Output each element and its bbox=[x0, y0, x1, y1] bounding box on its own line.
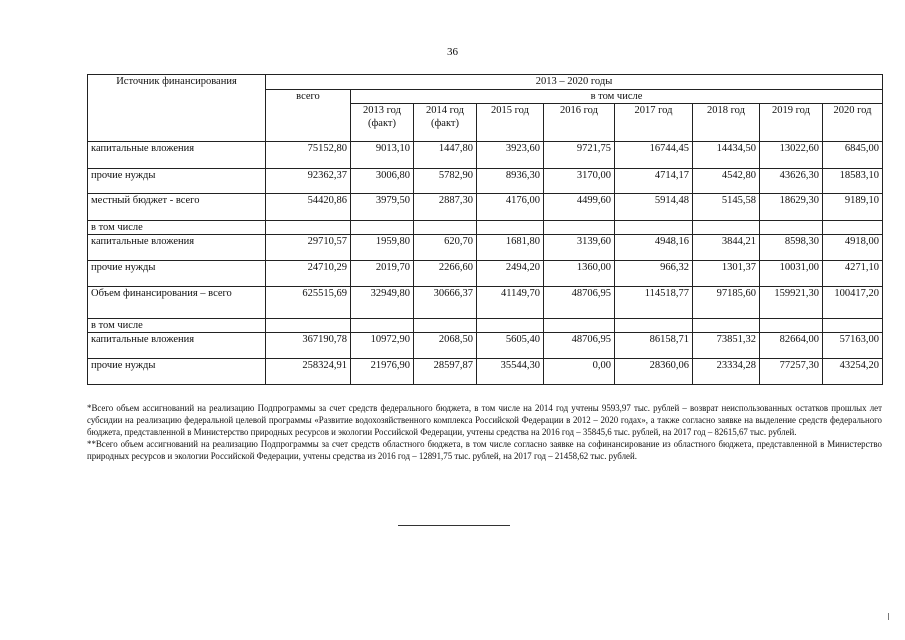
cell-year-value: 2068,50 bbox=[414, 333, 477, 359]
cell-year-value: 9013,10 bbox=[351, 142, 414, 169]
cell-year-value: 3923,60 bbox=[477, 142, 544, 169]
cell-year-value: 5914,48 bbox=[615, 194, 693, 221]
cell-year-value: 32949,80 bbox=[351, 287, 414, 319]
cell-year-value: 82664,00 bbox=[760, 333, 823, 359]
row-label: в том числе bbox=[88, 319, 266, 333]
cell-year-value: 10972,90 bbox=[351, 333, 414, 359]
row-label: капитальные вложения bbox=[88, 142, 266, 169]
header-period: 2013 – 2020 годы bbox=[266, 75, 883, 90]
table-body bbox=[88, 75, 883, 385]
cell-year-value bbox=[823, 221, 883, 235]
cell-year-value: 4918,00 bbox=[823, 235, 883, 261]
cell-year-value: 3170,00 bbox=[544, 169, 615, 194]
header-year: 2019 год bbox=[760, 104, 823, 142]
cell-total: 54420,86 bbox=[266, 194, 351, 221]
table-section-row bbox=[88, 221, 883, 235]
cell-total bbox=[266, 319, 351, 333]
cell-year-value bbox=[414, 221, 477, 235]
cell-year-value: 3139,60 bbox=[544, 235, 615, 261]
cell-year-value: 18629,30 bbox=[760, 194, 823, 221]
header-year: 2017 год bbox=[615, 104, 693, 142]
row-label: прочие нужды bbox=[88, 359, 266, 385]
cell-year-value bbox=[693, 221, 760, 235]
cell-year-value: 28360,06 bbox=[615, 359, 693, 385]
cell-year-value: 43626,30 bbox=[760, 169, 823, 194]
cell-year-value: 100417,20 bbox=[823, 287, 883, 319]
cell-year-value: 48706,95 bbox=[544, 333, 615, 359]
cell-year-value: 43254,20 bbox=[823, 359, 883, 385]
cell-year-value bbox=[544, 319, 615, 333]
cell-year-value: 35544,30 bbox=[477, 359, 544, 385]
cell-year-value: 4176,00 bbox=[477, 194, 544, 221]
header-total: всего bbox=[266, 90, 351, 142]
cell-total: 258324,91 bbox=[266, 359, 351, 385]
table-row bbox=[88, 194, 883, 221]
cell-year-value: 1360,00 bbox=[544, 261, 615, 287]
header-year: 2015 год bbox=[477, 104, 544, 142]
cell-year-value: 23334,28 bbox=[693, 359, 760, 385]
cell-year-value bbox=[477, 319, 544, 333]
table-row bbox=[88, 235, 883, 261]
cell-year-value: 13022,60 bbox=[760, 142, 823, 169]
cell-year-value: 620,70 bbox=[414, 235, 477, 261]
header-including: в том числе bbox=[351, 90, 883, 104]
cell-year-value: 159921,30 bbox=[760, 287, 823, 319]
row-label: в том числе bbox=[88, 221, 266, 235]
cell-year-value: 0,00 bbox=[544, 359, 615, 385]
table-row bbox=[88, 333, 883, 359]
cell-year-value: 9721,75 bbox=[544, 142, 615, 169]
cell-year-value bbox=[760, 319, 823, 333]
cell-year-value: 8598,30 bbox=[760, 235, 823, 261]
cell-year-value: 10031,00 bbox=[760, 261, 823, 287]
header-year: 2014 год (факт) bbox=[414, 104, 477, 142]
cell-year-value: 966,32 bbox=[615, 261, 693, 287]
cell-year-value: 3844,21 bbox=[693, 235, 760, 261]
header-year: 2018 год bbox=[693, 104, 760, 142]
cell-year-value bbox=[414, 319, 477, 333]
cell-year-value bbox=[351, 221, 414, 235]
cell-year-value: 2266,60 bbox=[414, 261, 477, 287]
cell-year-value bbox=[760, 221, 823, 235]
cell-year-value: 8936,30 bbox=[477, 169, 544, 194]
cell-year-value: 2019,70 bbox=[351, 261, 414, 287]
row-label: капитальные вложения bbox=[88, 235, 266, 261]
footnote-regional: **Всего объем ассигнований на реализацию Подпрограммы за счет средств областного бюджета, в том числе согласно заявке на софинансирование из областного бюджета, представленной в Министерство природных ресурсов и экологии Российской Федерации, учтены средства из 2016 год – 12891,75 тыс. рублей, на 2017 год – 21458,62 тыс. рублей. bbox=[87, 439, 882, 461]
cell-year-value bbox=[615, 221, 693, 235]
cell-year-value: 18583,10 bbox=[823, 169, 883, 194]
cell-year-value bbox=[477, 221, 544, 235]
cell-year-value: 1301,37 bbox=[693, 261, 760, 287]
cell-year-value bbox=[823, 319, 883, 333]
cell-year-value: 30666,37 bbox=[414, 287, 477, 319]
cell-year-value: 4714,17 bbox=[615, 169, 693, 194]
cell-total: 367190,78 bbox=[266, 333, 351, 359]
cell-year-value: 16744,45 bbox=[615, 142, 693, 169]
row-label: капитальные вложения bbox=[88, 333, 266, 359]
cell-year-value: 3006,80 bbox=[351, 169, 414, 194]
cell-year-value: 86158,71 bbox=[615, 333, 693, 359]
margin-mark bbox=[888, 613, 889, 620]
header-source: Источник финансирования bbox=[88, 75, 266, 142]
cell-year-value: 48706,95 bbox=[544, 287, 615, 319]
header-year: 2020 год bbox=[823, 104, 883, 142]
cell-total: 24710,29 bbox=[266, 261, 351, 287]
cell-year-value: 4499,60 bbox=[544, 194, 615, 221]
cell-year-value: 4948,16 bbox=[615, 235, 693, 261]
cell-year-value: 9189,10 bbox=[823, 194, 883, 221]
cell-total: 92362,37 bbox=[266, 169, 351, 194]
cell-year-value: 73851,32 bbox=[693, 333, 760, 359]
table-row bbox=[88, 169, 883, 194]
cell-year-value: 1681,80 bbox=[477, 235, 544, 261]
table-row bbox=[88, 261, 883, 287]
footnotes bbox=[87, 402, 882, 462]
cell-total bbox=[266, 221, 351, 235]
cell-year-value: 114518,77 bbox=[615, 287, 693, 319]
cell-year-value: 3979,50 bbox=[351, 194, 414, 221]
cell-year-value: 77257,30 bbox=[760, 359, 823, 385]
cell-year-value: 21976,90 bbox=[351, 359, 414, 385]
bottom-rule bbox=[398, 525, 510, 526]
page-number: 36 bbox=[447, 46, 458, 58]
cell-year-value: 1959,80 bbox=[351, 235, 414, 261]
cell-total: 625515,69 bbox=[266, 287, 351, 319]
financing-table bbox=[87, 74, 883, 385]
cell-year-value: 6845,00 bbox=[823, 142, 883, 169]
row-label: Объем финансирования – всего bbox=[88, 287, 266, 319]
cell-total: 75152,80 bbox=[266, 142, 351, 169]
cell-year-value bbox=[693, 319, 760, 333]
cell-year-value: 5145,58 bbox=[693, 194, 760, 221]
cell-year-value bbox=[544, 221, 615, 235]
row-label: прочие нужды bbox=[88, 169, 266, 194]
cell-year-value: 4271,10 bbox=[823, 261, 883, 287]
table-row bbox=[88, 142, 883, 169]
cell-year-value: 2887,30 bbox=[414, 194, 477, 221]
cell-year-value bbox=[351, 319, 414, 333]
cell-year-value: 1447,80 bbox=[414, 142, 477, 169]
cell-year-value: 28597,87 bbox=[414, 359, 477, 385]
header-year: 2016 год bbox=[544, 104, 615, 142]
row-label: местный бюджет - всего bbox=[88, 194, 266, 221]
row-label: прочие нужды bbox=[88, 261, 266, 287]
cell-year-value: 97185,60 bbox=[693, 287, 760, 319]
cell-year-value: 4542,80 bbox=[693, 169, 760, 194]
cell-year-value: 2494,20 bbox=[477, 261, 544, 287]
footnote-federal: *Всего объем ассигнований на реализацию Подпрограммы за счет средств федерального бюджета, в том числе на 2014 год учтены 9593,97 тыс. рублей – возврат неиспользованных остатков прошлых лет субсидии на реализацию федеральной целевой программы «Развитие водохозяйственного комплекса Российской Федерации в 2012 – 2020 годах», а также согласно заявке на выделение средств федерального бюджета, представленной в Министерство природных ресурсов и экологии Российской Федерации, учтены средства на 2016 год – 35845,6 тыс. рублей, на 2017 год – 82615,67 тыс. рублей. bbox=[87, 403, 882, 437]
cell-year-value: 57163,00 bbox=[823, 333, 883, 359]
table-row bbox=[88, 359, 883, 385]
header-year: 2013 год (факт) bbox=[351, 104, 414, 142]
cell-year-value bbox=[615, 319, 693, 333]
cell-year-value: 41149,70 bbox=[477, 287, 544, 319]
table-section-row bbox=[88, 319, 883, 333]
cell-year-value: 14434,50 bbox=[693, 142, 760, 169]
table-row bbox=[88, 287, 883, 319]
cell-year-value: 5782,90 bbox=[414, 169, 477, 194]
cell-total: 29710,57 bbox=[266, 235, 351, 261]
cell-year-value: 5605,40 bbox=[477, 333, 544, 359]
